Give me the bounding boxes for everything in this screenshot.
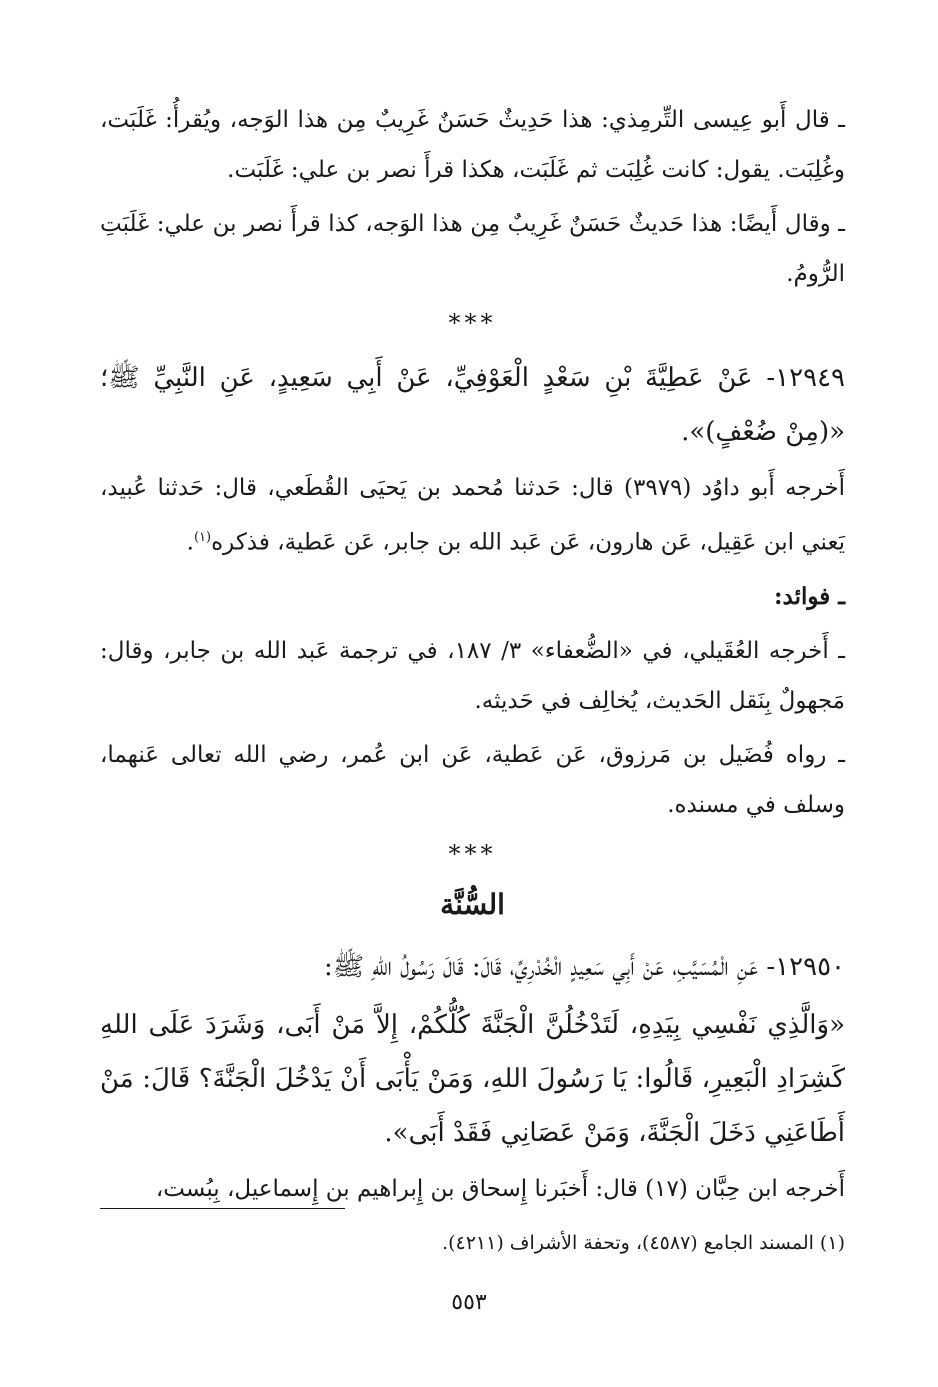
separator-stars-2: ***: [448, 839, 497, 868]
takhrij-ibn-hibban: أَخرجه ابن حِبَّان (١٧) قال: أَخبَرنا إِسحاق بن إِبراهيم بن إِسماعيل، بِبُست،: [155, 1175, 845, 1202]
fawaid-fudayl: ـ رواه فُضَيل بن مَرزوق، عَن عَطية، عَن ابن عُمر، رضي الله تعالى عَنهما، وسلف في مسنده.: [100, 741, 845, 818]
hadith-12949: ١٢٩٤٩- عَنْ عَطِيَّةَ بْنِ سَعْدٍ الْعَوْفِيِّ، عَنْ أَبِي سَعِيدٍ، عَنِ النَّبِيِّ ﷺ؛ «(مِنْ ضُعْفٍ)».: [100, 363, 845, 447]
fawaid-heading: ـ فوائد:: [774, 582, 845, 610]
tirmidhi-note-2: ـ وقال أَيضًا: هذا حَديثٌ حَسَنٌ غَرِيبٌ مِن هذا الوَجه، كذا قرأَ نصر بن علي: غَلَبَتِ الرُّومُ.: [100, 211, 845, 287]
fawaid-uqayli: ـ أَخرجه العُقَيلي، في «الضُّعفاء» ٣/ ١٨٧، في ترجمة عَبد الله بن جابر، وقال: مَجهولٌ بِنَقل الحَديث، يُخالِف في حَديثه.: [100, 637, 845, 714]
page-number: ٥٥٣: [451, 1290, 487, 1315]
section-title: السُّنَّة: [440, 887, 505, 921]
footnote: (١) المسند الجامع (٤٥٨٧)، وتحفة الأشراف (٤٢١١).: [442, 1232, 845, 1254]
tirmidhi-note: ـ قال أَبو عِيسى التِّرمِذي: هذا حَدِيثٌ حَسَنٌ غَرِيبٌ مِن هذا الوَجه، ويُقرأُ: غَلَبَت، وغُلِبَت. يقول: كانت غُلِبَت ثم غَلَبَت، هكذا قرأَ نصر بن علي: غَلَبَت.: [100, 107, 845, 183]
takhrij-abu-dawud-text: أَخرجه أَبو داوُد (٣٩٧٩) قال: حَدثنا مُحمد بن يَحيَى القُطَعي، قال: حَدثنا عُبيد، يَعني ابن عَقِيل، عَن هارون، عَن عَبد الله بن جابر، عَن عَطية، فذكره: [100, 475, 845, 556]
footnote-ref: (١): [193, 530, 212, 545]
takhrij-abu-dawud: أَخرجه أَبو داوُد (٣٩٧٩) قال: حَدثنا مُحمد بن يَحيَى القُطَعي، قال: حَدثنا عُبيد، يَعني ابن عَقِيل، عَن هارون، عَن عَبد الله بن جابر، عَن عَطية، فذكره$^{(١)}$.: [100, 475, 845, 556]
separator-stars: ***: [448, 309, 497, 337]
hadith-12950-intro: ١٢٩٥٠- عَنِ الْمُسَيَّبِ، عَنْ أَبِي سَعِيدٍ الْخُدْرِيِّ، قَالَ: قَالَ رَسُولُ اللهِ ﷺ:: [324, 951, 845, 982]
hadith-12950-text: «وَالَّذِي نَفْسِي بِيَدِهِ، لَتَدْخُلُنَّ الْجَنَّةَ كُلُّكُمْ، إِلاَّ مَنْ أَبَى، وَشَرَدَ عَلَى اللهِ كَشِرَادِ الْبَعِيرِ، قَالُوا: يَا رَسُولَ اللهِ، وَمَنْ يَأْبَى أَنْ يَدْخُلَ الْجَنَّةَ؟ قَالَ: مَنْ أَطَاعَنِي دَخَلَ الْجَنَّةَ، وَمَنْ عَصَانِي فَقَدْ أَبَى».: [100, 1009, 845, 1148]
page-body: [100, 95, 845, 1218]
footnote-divider: [100, 1208, 345, 1209]
